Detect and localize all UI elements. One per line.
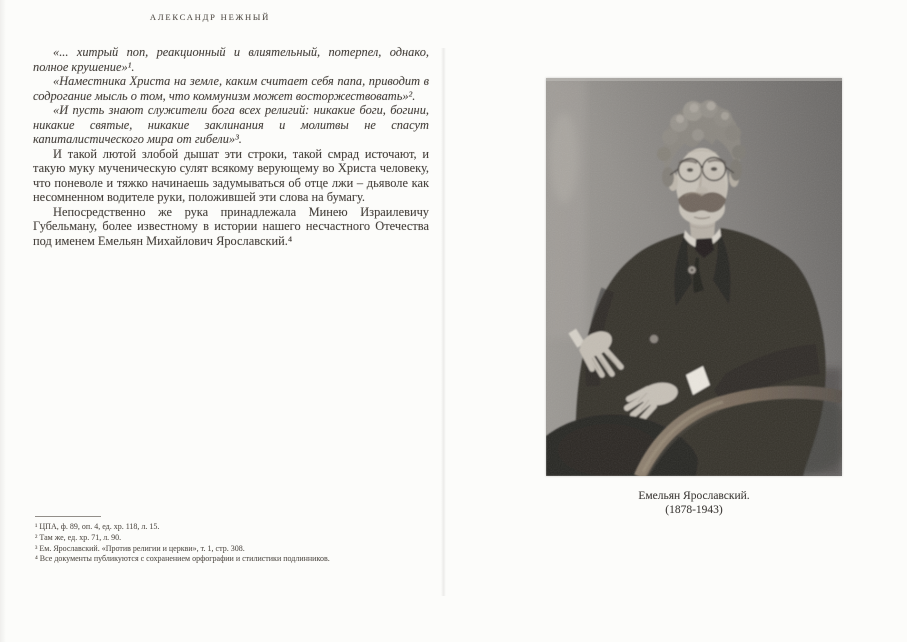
paragraph-body-1: И такой лютой злобой дышат эти строки, такой смрад источают, и такую муку мученическую сулят всякому верующему во Христа человеку, что поневоле и тяжко начинаешь задумываться об отце лжи – дьяволе как несомненном водителе руки, положившей эти слова на бумагу. — [33, 146, 429, 204]
paragraph-quote-2: «Наместника Христа на земле, каким считает себя папа, приводит в содрогание мысль о том, что коммунизм может восторжествовать»². — [33, 74, 429, 103]
paragraph-body-2: Непосредственно же рука принадлежала Минею Израилевичу Губельману, более известному в истории нашего несчастного Отечества под именем Емельян Михайлович Ярославский.⁴ — [33, 204, 429, 248]
footnote-1: ¹ ЦПА, ф. 89, оп. 4, ед. хр. 118, л. 15. — [35, 522, 160, 531]
running-header: АЛЕКСАНДР НЕЖНЫЙ — [149, 12, 271, 22]
paragraph-quote-3: «И пусть знают служители бога всех религий: никакие боги, богини, никакие святые, никакие заклинания и молитвы не спасут капиталистического мира от гибели»³. — [33, 103, 429, 146]
left-page — [0, 0, 446, 642]
body-text-block — [33, 45, 429, 248]
portrait-photo — [546, 78, 842, 476]
paragraph-quote-1: «... хитрый поп, реакционный и влиятельный, потерпел, однако, полное крушение»¹. — [33, 45, 429, 74]
footnotes-block — [35, 516, 427, 565]
footnote-4: ⁴ Все документы публикуются с сохранением орфографии и стилистики подлинников. — [35, 554, 330, 564]
footnote-divider — [35, 516, 101, 517]
footnote-2: ² Там же, ед. хр. 71, л. 90. — [35, 532, 122, 542]
photo-caption — [546, 489, 842, 517]
portrait-photo-illustration — [546, 78, 842, 476]
footnote-3: ³ Ем. Ярославский. «Против религии и церкви», т. 1, стр. 308. — [35, 543, 245, 553]
caption-name: Емельян Ярославский. — [638, 490, 750, 502]
right-page — [446, 0, 907, 642]
film-grain-overlay — [546, 78, 842, 476]
caption-years: (1878-1943) — [665, 504, 723, 516]
